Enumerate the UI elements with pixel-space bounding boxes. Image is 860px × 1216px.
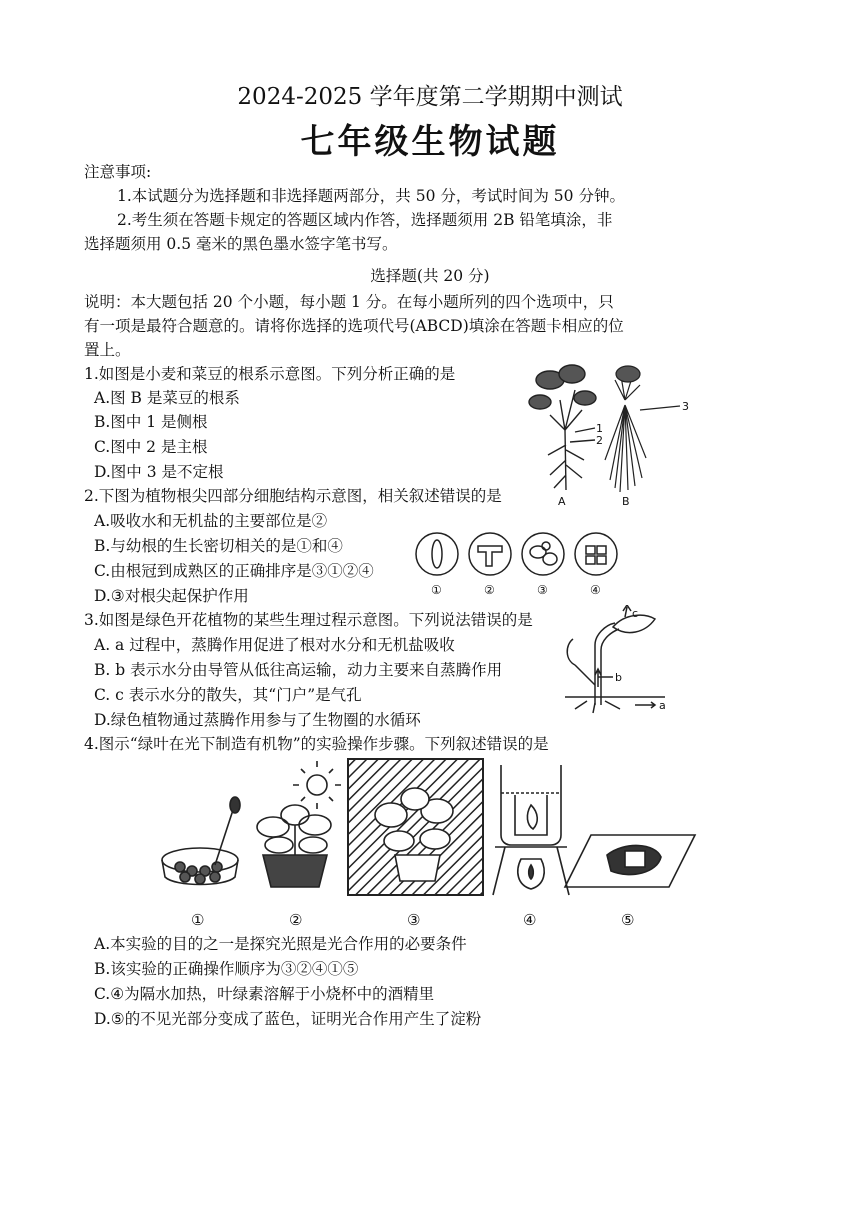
question-2-option-d: D.③对根尖起保护作用 (94, 587, 249, 605)
question-3-stem: 3.如图是绿色开花植物的某些生理过程示意图。下列说法错误的是 (84, 611, 533, 629)
question-1-option-a: A.图 B 是菜豆的根系 (94, 389, 240, 407)
root-tip-cells-figure (410, 530, 625, 600)
root-label-3: 3 (682, 400, 689, 413)
notice-item-2-line-2: 选择题须用 0.5 毫米的黑色墨水签字笔书写。 (84, 235, 398, 253)
question-1-stem: 1.如图是小麦和菜豆的根系示意图。下列分析正确的是 (84, 365, 456, 383)
notice-item-1: 1.本试题分为选择题和非选择题两部分，共 50 分，考试时间为 50 分钟。 (117, 187, 625, 205)
photosynthesis-experiment-figure (155, 755, 705, 935)
question-3-option-d: D.绿色植物通过蒸腾作用参与了生物圈的水循环 (94, 711, 421, 729)
transpiration-label-c: c (632, 607, 639, 620)
step-label-4: ④ (523, 911, 537, 929)
question-1-option-c: C.图中 2 是主根 (94, 438, 208, 456)
transpiration-figure (565, 605, 675, 715)
root-label-a: A (558, 495, 566, 508)
question-4-option-d: D.⑤的不见光部分变成了蓝色，证明光合作用产生了淀粉 (94, 1010, 482, 1028)
transpiration-label-a: a (659, 699, 666, 712)
step-label-1: ① (191, 911, 205, 929)
cell-label-3: ③ (537, 583, 548, 597)
question-4-option-c: C.④为隔水加热，叶绿素溶解于小烧杯中的酒精里 (94, 985, 435, 1003)
question-2-option-c: C.由根冠到成熟区的正确排序是③①②④ (94, 562, 374, 580)
section-desc-line-3: 置上。 (84, 341, 131, 359)
cell-label-2: ② (484, 583, 495, 597)
question-3-option-b: B. b 表示水分由导管从低往高运输，动力主要来自蒸腾作用 (94, 661, 503, 679)
question-4-stem: 4.图示“绿叶在光下制造有机物”的实验操作步骤。下列叙述错误的是 (84, 735, 549, 753)
step-label-3: ③ (407, 911, 421, 929)
question-1-option-b: B.图中 1 是侧根 (94, 413, 208, 431)
exam-term-title: 2024-2025 学年度第二学期期中测试 (237, 84, 623, 110)
section-desc-line-2: 有一项是最符合题意的。请将你选择的选项代号(ABCD)填涂在答题卡相应的位 (84, 317, 624, 335)
root-label-2: 2 (596, 434, 603, 447)
question-1-option-d: D.图中 3 是不定根 (94, 463, 224, 481)
root-system-figure (520, 360, 710, 510)
question-4-option-b: B.该实验的正确操作顺序为③②④①⑤ (94, 960, 359, 978)
notice-item-2-line-1: 2.考生须在答题卡规定的答题区域内作答，选择题须用 2B 铅笔填涂，非 (117, 211, 613, 229)
question-3-option-c: C. c 表示水分的散失，其“门户”是气孔 (94, 686, 362, 704)
root-label-1: 1 (596, 422, 603, 435)
question-3-option-a: A. a 过程中，蒸腾作用促进了根对水分和无机盐吸收 (94, 636, 455, 654)
transpiration-label-b: b (615, 671, 622, 684)
step-label-2: ② (289, 911, 303, 929)
question-4-option-a: A.本实验的目的之一是探究光照是光合作用的必要条件 (94, 935, 467, 953)
question-2-stem: 2.下图为植物根尖四部分细胞结构示意图，相关叙述错误的是 (84, 487, 502, 505)
section-title: 选择题(共 20 分) (370, 267, 490, 285)
question-2-option-b: B.与幼根的生长密切相关的是①和④ (94, 537, 343, 555)
exam-subject-title: 七年级生物试题 (300, 122, 560, 162)
cell-label-4: ④ (590, 583, 601, 597)
notice-heading: 注意事项: (84, 163, 152, 181)
section-desc-line-1: 说明：本大题包括 20 个小题，每小题 1 分。在每小题所列的四个选项中，只 (84, 293, 614, 311)
cell-label-1: ① (431, 583, 442, 597)
root-label-b: B (622, 495, 630, 508)
step-label-5: ⑤ (621, 911, 635, 929)
question-2-option-a: A.吸收水和无机盐的主要部位是② (94, 512, 328, 530)
